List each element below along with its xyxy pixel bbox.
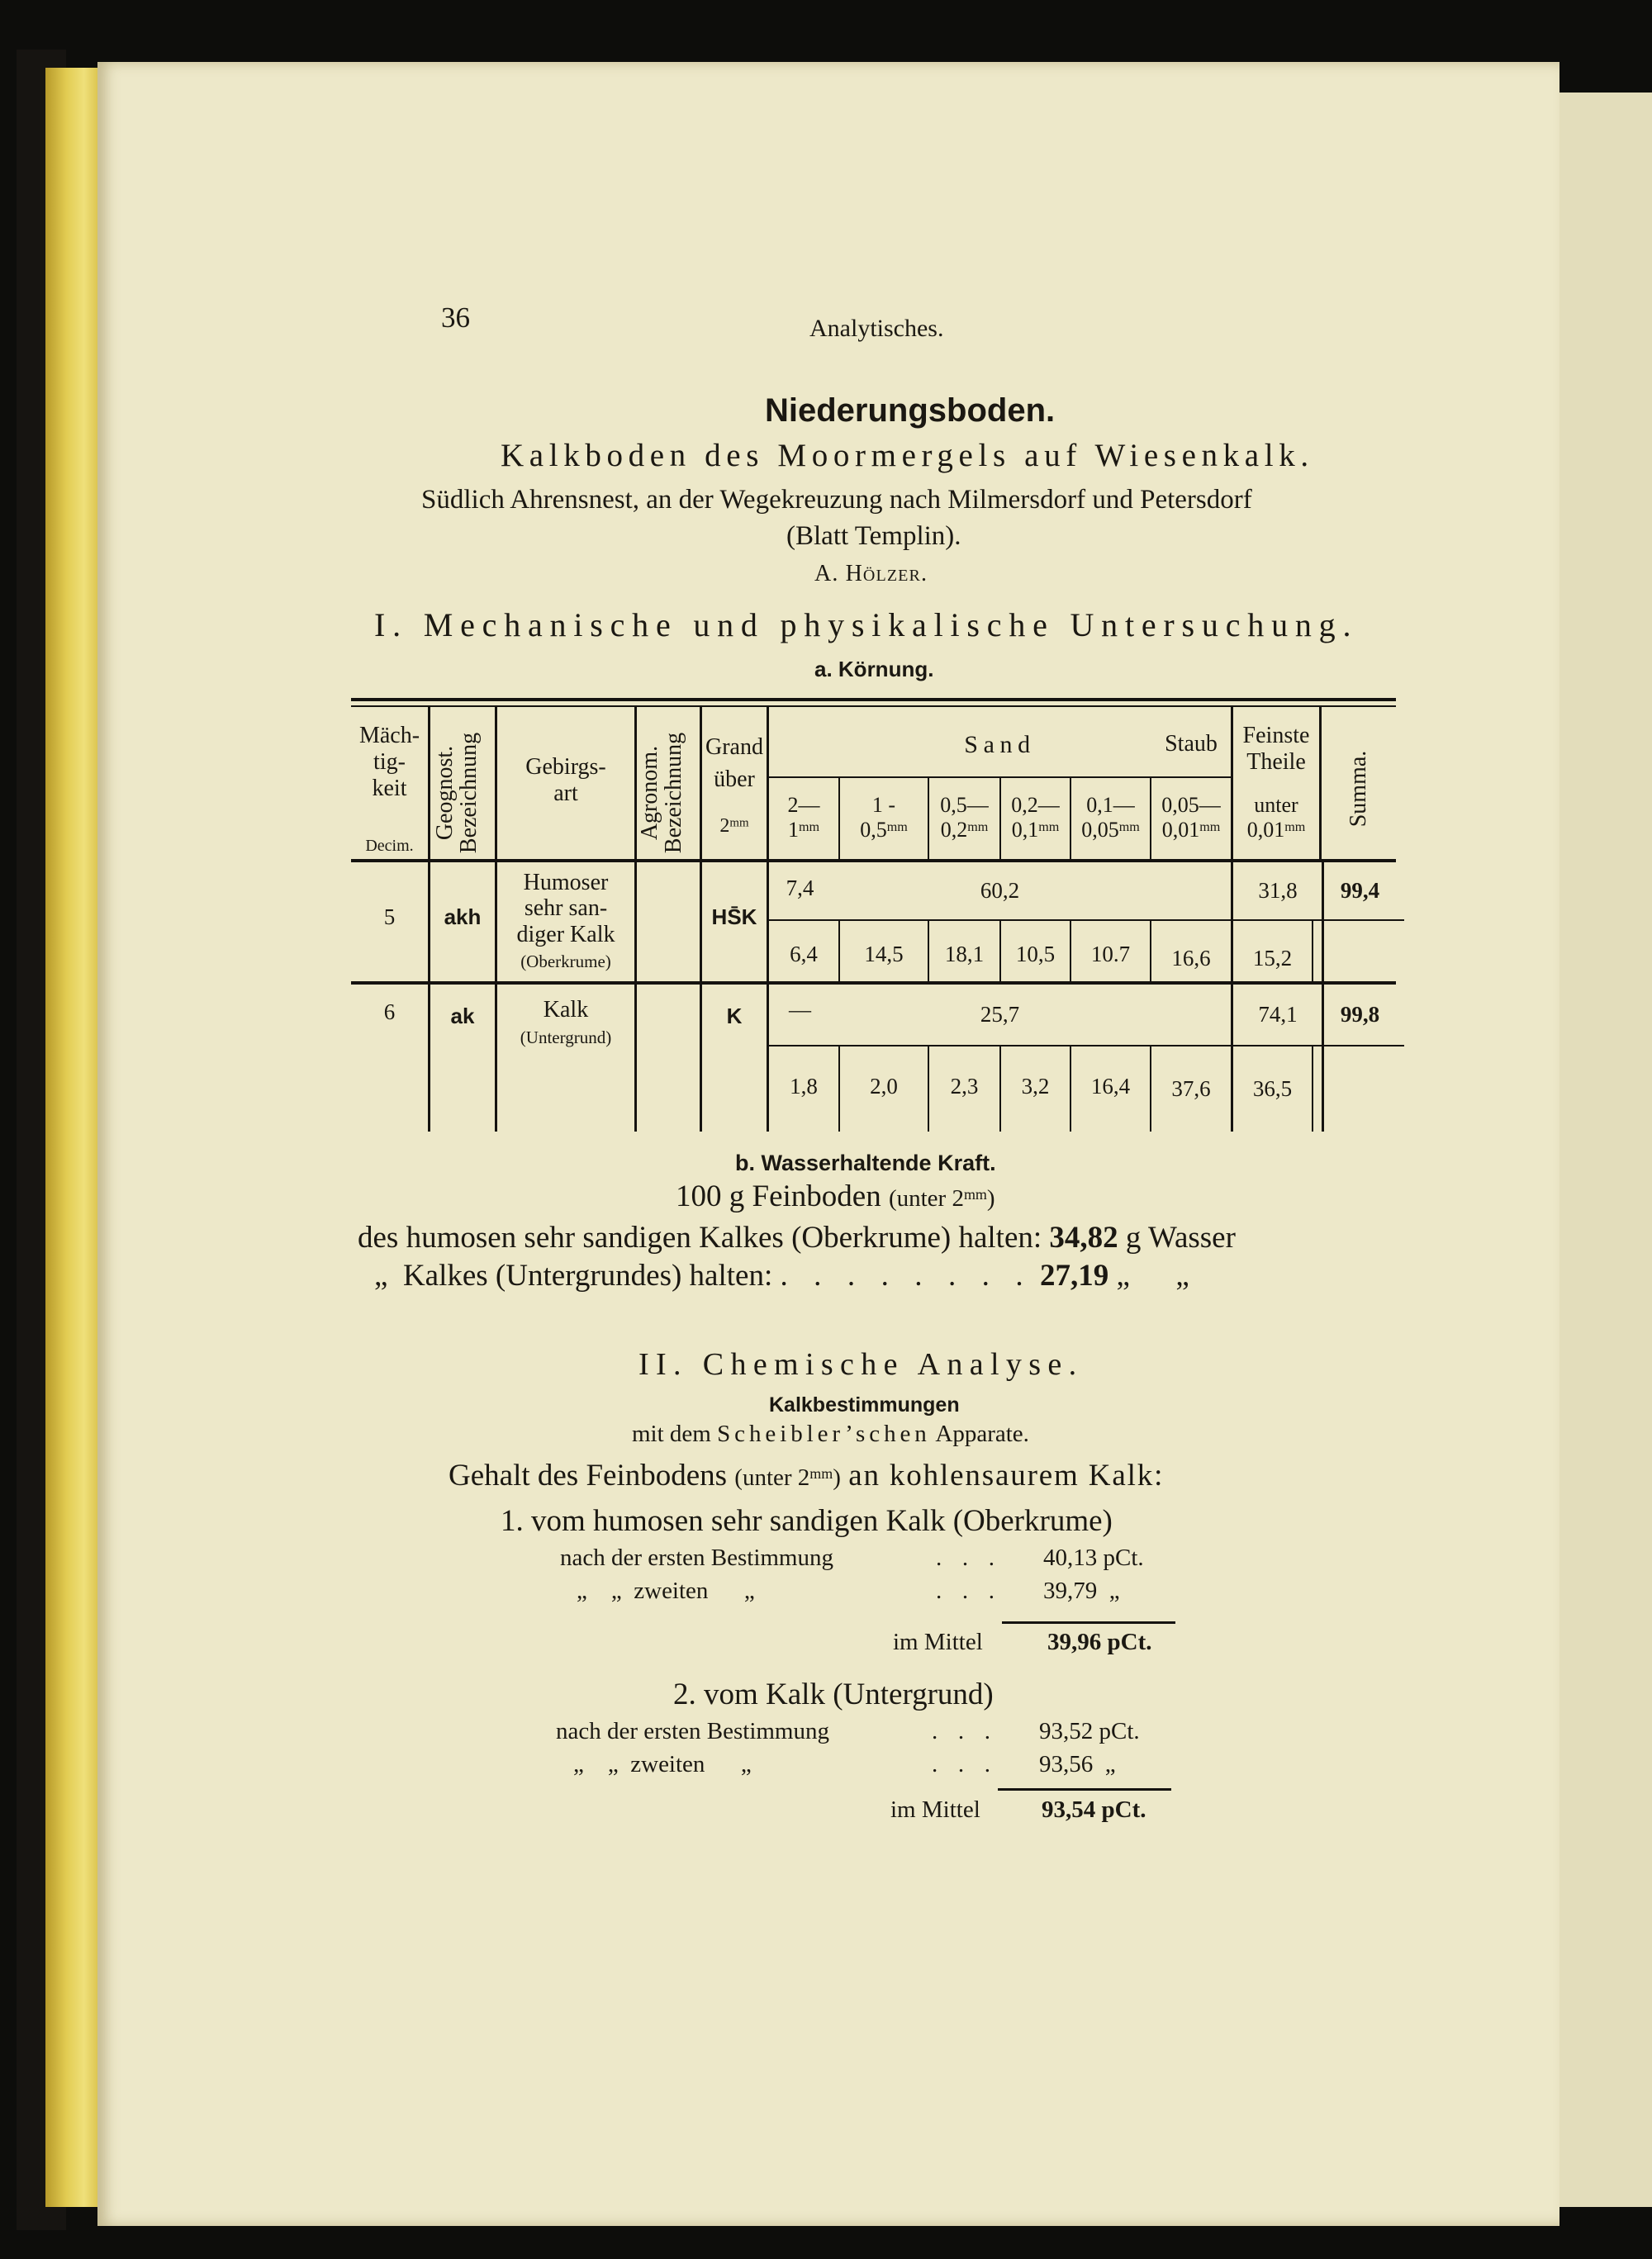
page-number: 36 (441, 301, 470, 334)
section-two-heading: II. Chemische Analyse. (638, 1347, 1084, 1382)
water-untergrund-value: 27,19 (1039, 1259, 1109, 1293)
row1-sand-3: 18,1 (944, 942, 985, 966)
group2-sum-rule (998, 1788, 1171, 1791)
table-top-rule (351, 698, 1396, 701)
subheading-wasserhaltende-kraft: b. Wasserhaltende Kraft. (735, 1151, 996, 1175)
running-head: Analytisches. (809, 315, 944, 342)
row2-depth: 6 (383, 999, 396, 1024)
group2-mean-value: 93,54 pCt. (1042, 1796, 1146, 1823)
group2-second-value: 93,56 „ (1039, 1751, 1116, 1777)
row2-feinste: 36,5 (1252, 1076, 1293, 1101)
section-title: Niederungsboden. (765, 392, 1056, 429)
row1-gebirgsart: Humoser sehr san- diger Kalk (Oberkrume) (516, 870, 615, 972)
location-line: Südlich Ahrensnest, an der Wegekreuzung nach Milmersdorf und Petersdorf (421, 485, 1252, 515)
book-page (97, 62, 1559, 2226)
row1-sand-2: 14,5 (864, 942, 904, 966)
row2-agronom: K (726, 1004, 743, 1028)
group2-title: 2. vom Kalk (Untergrund) (673, 1678, 994, 1711)
adjacent-page (1559, 93, 1652, 2207)
group1-first-label: nach der ersten Bestimmung (560, 1545, 833, 1571)
row1-sand-total: 60,2 (980, 878, 1020, 903)
header-gebirgsart: Gebirgs- art (525, 754, 606, 807)
header-sand-4: 0,2— $0,1^{mm}$ (1011, 793, 1060, 842)
row1-grand: 7,4 (786, 876, 814, 900)
header-maechtigkeit: Mäch- tig- keit (358, 723, 420, 802)
row2-sand-5: 16,4 (1090, 1074, 1131, 1099)
row2-grand: — (789, 997, 811, 1022)
kalkbestimmungen: Kalkbestimmungen (769, 1393, 960, 1417)
header-staub-label: Staub (1165, 731, 1218, 757)
header-sand-2: 1 - $0,5^{mm}$ (860, 793, 908, 842)
header-sand: Sand (964, 731, 1036, 758)
group2-first-label: nach der ersten Bestimmung (556, 1718, 829, 1744)
row1-fine-total: 31,8 (1258, 878, 1298, 903)
table-top-rule-thin (351, 705, 1396, 707)
group1-second-dots: . . . (936, 1578, 1002, 1604)
row2-staub: 37,6 (1171, 1076, 1211, 1101)
row1-sand-5: 10.7 (1090, 942, 1131, 966)
row2-sand-total: 25,7 (980, 1002, 1020, 1027)
group1-first-dots: . . . (936, 1545, 1002, 1571)
water-oberkrume-value: 34,82 (1049, 1221, 1118, 1255)
group1-second-line: „ „ zweiten „ (577, 1578, 755, 1604)
row2-sand-3: 2,3 (950, 1074, 979, 1099)
row1-sand-4: 10,5 (1015, 942, 1056, 966)
author-line: A. Hölzer. (814, 561, 928, 586)
row1-agronom: HS̄K (711, 904, 757, 929)
row2-sand-2: 2,0 (870, 1074, 898, 1099)
header-decim: Decim. (365, 837, 414, 855)
header-sand-1: 2— $1^{mm}$ (787, 793, 820, 842)
group1-sum-rule (1002, 1621, 1175, 1624)
row-separator (351, 981, 1396, 985)
header-staub-size: 0,05— $0,01^{mm}$ (1161, 793, 1221, 842)
group2-first-value: 93,52 pCt. (1039, 1718, 1140, 1744)
row1-summa: 99,4 (1340, 878, 1380, 903)
row1-geognost: akh (444, 904, 482, 929)
group2-first-dots: . . . (932, 1718, 998, 1744)
sheet-line: (Blatt Templin). (786, 521, 961, 551)
section-one-heading: I. Mechanische und physikalische Untersuchung. (374, 606, 1359, 643)
feinboden-line: 100 g Feinboden (unter $2^{mm}$) (676, 1179, 995, 1213)
grain-size-table (351, 698, 1396, 1132)
row1-sand-1: 6,4 (790, 942, 818, 966)
row2-summa: 99,8 (1340, 1002, 1380, 1027)
header-feinste-label: Feinste Theile (1242, 723, 1310, 776)
method-line: mit dem Scheibler’schen Apparate. (632, 1421, 1029, 1447)
group1-first-value: 40,13 pCt. (1043, 1545, 1144, 1571)
water-untergrund-line: „ Kalkes (Untergrundes) halten: . . . . . . . . 27,19 „ „ (374, 1259, 1189, 1293)
row2-gebirgsart: Kalk (Untergrund) (520, 997, 612, 1048)
group2-mean-label: im Mittel (890, 1796, 980, 1823)
row2-sand-4: 3,2 (1021, 1074, 1050, 1099)
content-line: Gehalt des Feinbodens (unter $2^{mm}$) an kohlensaurem Kalk: (449, 1459, 1165, 1493)
subheading-koernung: a. Körnung. (814, 657, 934, 681)
header-feinste-size: unter $0,01^{mm}$ (1246, 793, 1306, 842)
header-agronom: Agronom. Bezeichnung (637, 732, 687, 854)
group1-second-value: 39,79 „ (1043, 1578, 1120, 1604)
water-oberkrume-line: des humosen sehr sandigen Kalkes (Oberkrume) halten: 34,82 g Wasser (358, 1221, 1236, 1255)
group1-mean-label: im Mittel (893, 1629, 983, 1655)
group1-mean-value: 39,96 pCt. (1047, 1629, 1152, 1655)
subtitle: Kalkboden des Moormergels auf Wiesenkalk. (501, 438, 1314, 473)
header-sand-5: 0,1— $0,05^{mm}$ (1081, 793, 1140, 842)
header-sand-3: 0,5— $0,2^{mm}$ (940, 793, 989, 842)
group1-title: 1. vom humosen sehr sandigen Kalk (Oberkrume) (501, 1504, 1113, 1538)
group2-second-dots: . . . (932, 1751, 998, 1777)
header-grand: Grand über (705, 734, 763, 793)
row2-sand-1: 1,8 (790, 1074, 818, 1099)
row1-feinste: 15,2 (1252, 946, 1293, 971)
group2-second-line: „ „ zweiten „ (573, 1751, 752, 1777)
header-grand-size: $2^{mm}$ (719, 815, 749, 837)
row2-geognost: ak (450, 1004, 475, 1028)
header-bottom-rule (351, 859, 1396, 862)
row1-staub: 16,6 (1171, 946, 1211, 971)
header-geognost: Geognost. Bezeichnung (432, 732, 482, 854)
header-summa: Summa. (1346, 750, 1371, 828)
row1-depth: 5 (383, 904, 396, 929)
row2-fine-total: 74,1 (1258, 1002, 1298, 1027)
